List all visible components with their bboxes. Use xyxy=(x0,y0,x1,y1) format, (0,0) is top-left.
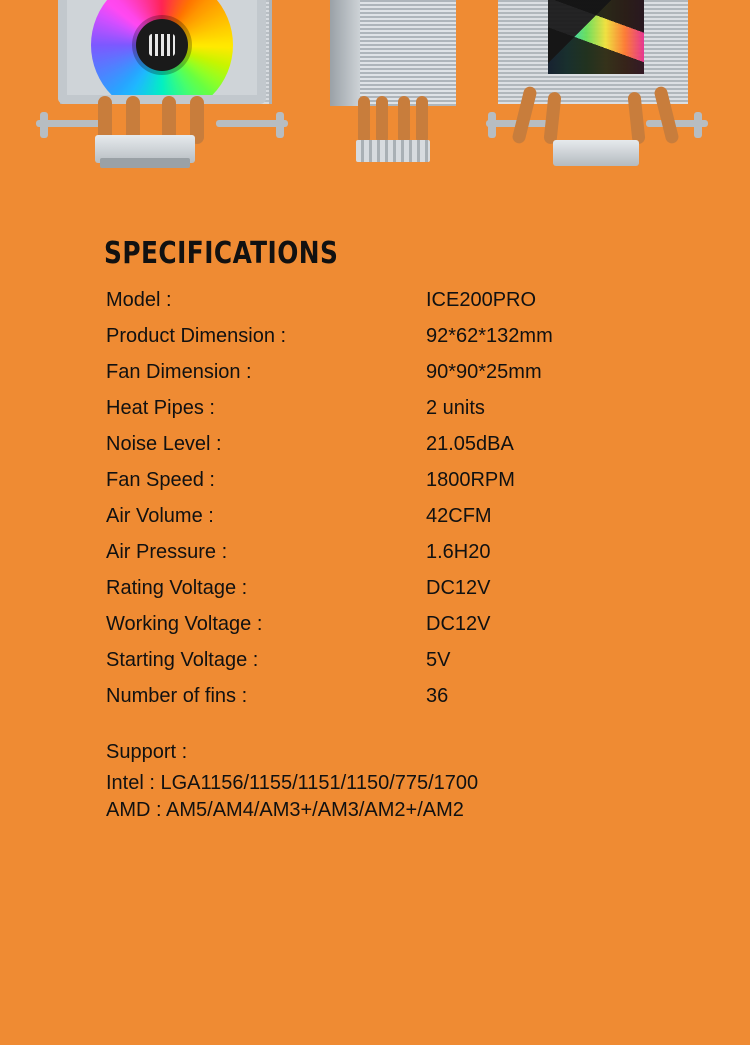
spec-label: Number of fins : xyxy=(106,685,248,707)
bracket-tip-left xyxy=(40,112,48,138)
heat-pipe-center-left xyxy=(376,96,388,144)
table-row xyxy=(106,505,553,541)
spec-label: Fan Dimension : xyxy=(106,361,252,383)
table-row xyxy=(106,397,553,433)
spec-label: Product Dimension : xyxy=(106,325,287,347)
table-row xyxy=(106,289,553,325)
spec-value: 1800RPM xyxy=(426,469,515,491)
spec-value: 42CFM xyxy=(426,505,492,527)
table-row xyxy=(106,577,553,613)
spec-label: Starting Voltage : xyxy=(106,649,259,671)
bracket-tip-right xyxy=(276,112,284,138)
cpu-cooler-front-view xyxy=(40,0,285,185)
spec-label: Noise Level : xyxy=(106,433,222,455)
support-amd-line: AMD : AM5/AM4/AM3+/AM3/AM2+/AM2 xyxy=(106,799,464,821)
specifications-section xyxy=(0,196,750,826)
support-section xyxy=(106,741,750,826)
spec-label: Rating Voltage : xyxy=(106,577,248,599)
spec-value: DC12V xyxy=(426,577,491,599)
fan-side-frame xyxy=(330,0,360,106)
rgb-panel-shadow xyxy=(548,0,644,74)
spec-value: DC12V xyxy=(426,613,491,635)
table-row xyxy=(106,325,553,361)
table-row xyxy=(106,433,553,469)
cpu-cooler-angled-view xyxy=(488,0,708,185)
spec-label: Heat Pipes : xyxy=(106,397,215,419)
table-row xyxy=(106,361,553,397)
spec-value: 36 xyxy=(426,685,449,707)
cooler-base-block xyxy=(356,140,430,162)
spec-label: Air Volume : xyxy=(106,505,214,527)
spec-label: Fan Speed : xyxy=(106,469,215,491)
table-row xyxy=(106,541,553,577)
spec-value: 92*62*132mm xyxy=(426,325,553,347)
table-row xyxy=(106,613,553,649)
cooler-base-block xyxy=(553,140,639,166)
table-row xyxy=(106,469,553,505)
support-heading: Support : xyxy=(106,741,188,763)
spec-value: ICE200PRO xyxy=(426,289,537,311)
spec-label: Working Voltage : xyxy=(106,613,263,635)
product-image-strip xyxy=(0,0,750,196)
spec-label: Model : xyxy=(106,289,172,311)
spec-value: 2 units xyxy=(426,397,485,419)
table-row xyxy=(106,685,553,721)
bracket-tip-right xyxy=(694,112,702,138)
cpu-cooler-side-view xyxy=(318,0,468,185)
spec-value: 1.6H20 xyxy=(426,541,491,563)
specifications-heading: SPECIFICATIONS xyxy=(104,236,339,271)
spec-value: 21.05dBA xyxy=(426,433,514,455)
spec-label: Air Pressure : xyxy=(106,541,228,563)
spec-value: 5V xyxy=(426,649,451,671)
heat-pipe-right xyxy=(416,96,428,144)
support-intel-line: Intel : LGA1156/1155/1151/1150/775/1700 xyxy=(106,772,479,794)
cooler-base-plate xyxy=(100,158,190,168)
heat-pipe-center-right xyxy=(398,96,410,144)
cooling-fan xyxy=(58,0,266,104)
heat-pipe-left xyxy=(358,96,370,144)
table-row xyxy=(106,649,553,685)
bracket-tip-left xyxy=(488,112,496,138)
fan-frame xyxy=(58,0,266,104)
spec-value: 90*90*25mm xyxy=(426,361,542,383)
specifications-table xyxy=(106,289,553,721)
